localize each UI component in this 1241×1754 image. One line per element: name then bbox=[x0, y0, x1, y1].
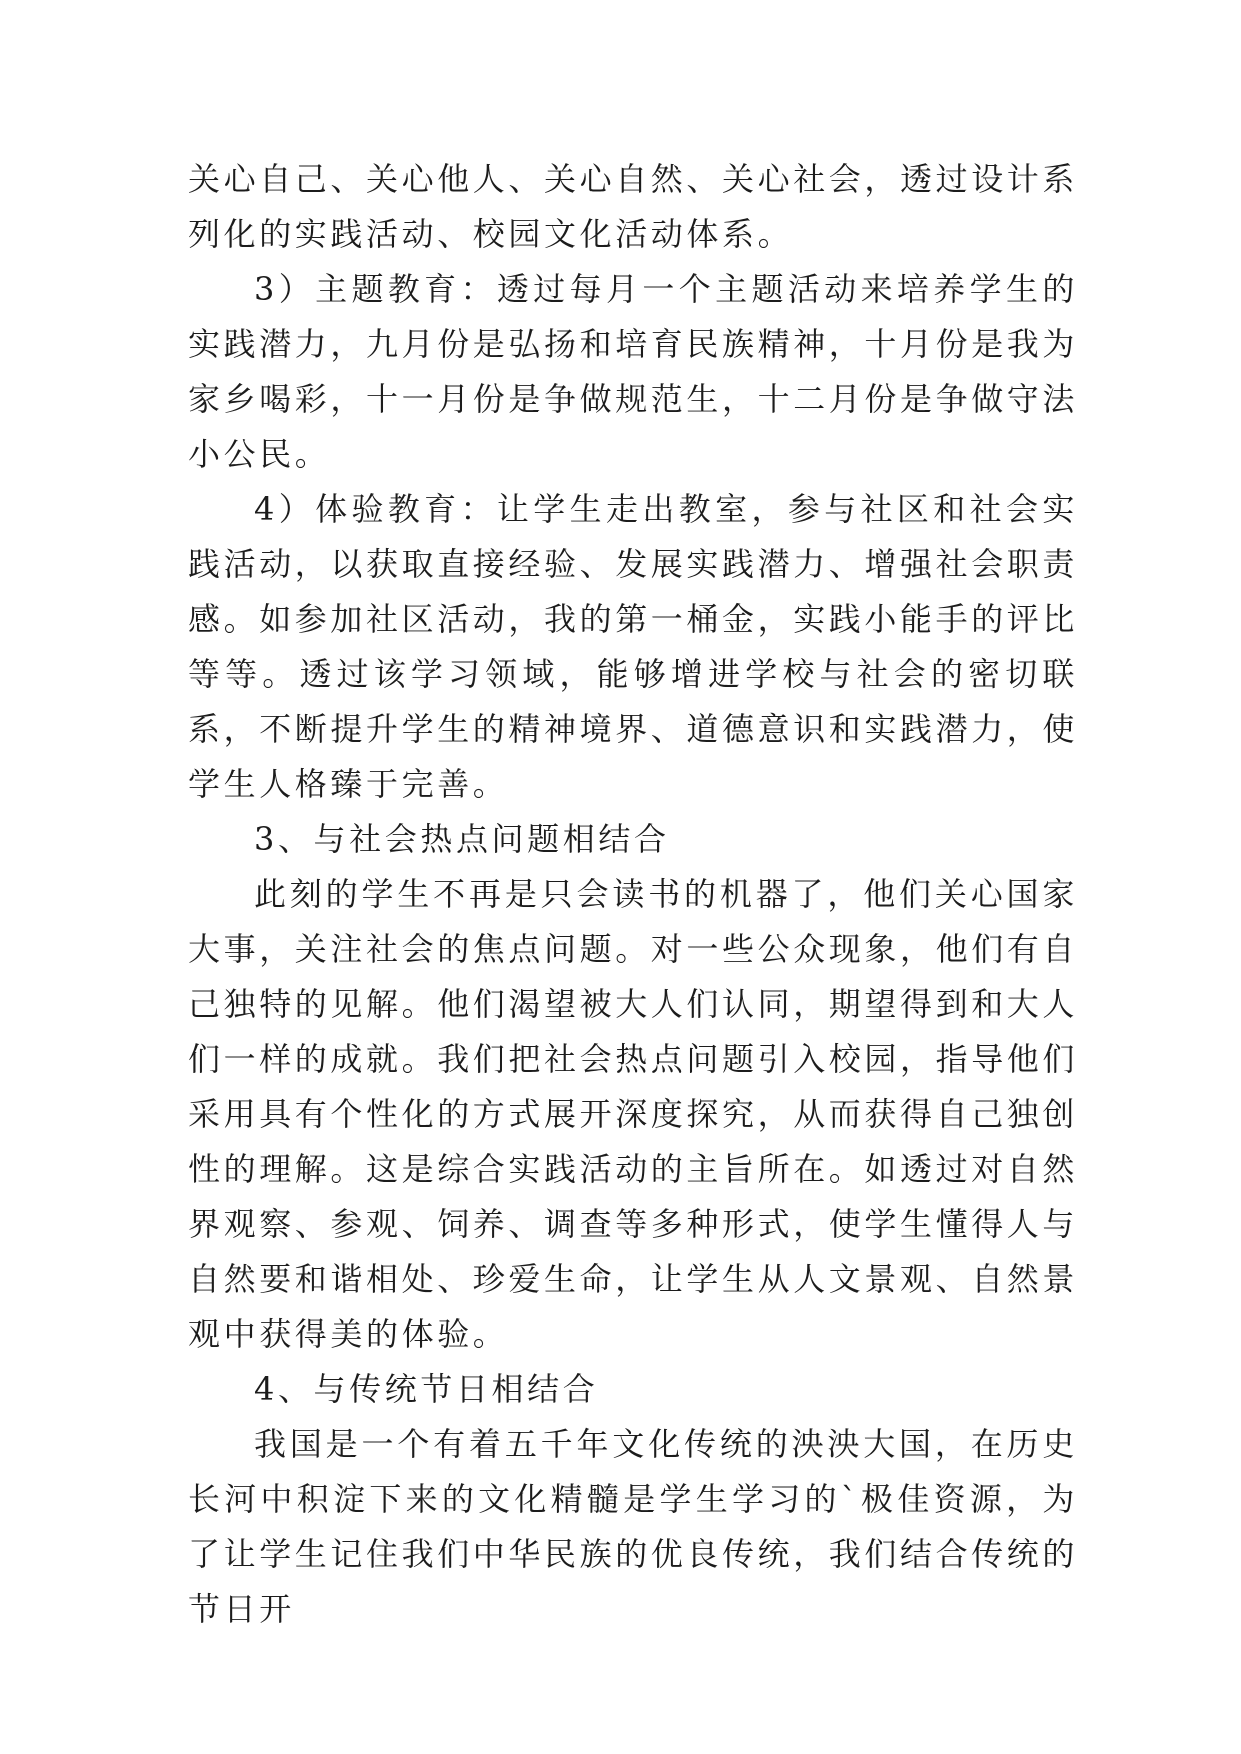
paragraph-social-hotspots: 此刻的学生不再是只会读书的机器了，他们关心国家大事，关注社会的焦点问题。对一些公众现象，他们有自己独特的见解。他们渴望被大人们认同，期望得到和大人们一样的成就。我们把社会热点问题引入校园，指导他们采用具有个性化的方式展开深度探究，从而获得自己独创性的理解。这是综合实践活动的主旨所在。如透过对自然界观察、参观、饲养、调查等多种形式，使学生懂得人与自然要和谐相处、珍爱生命，让学生从人文景观、自然景观中获得美的体验。 bbox=[188, 875, 1079, 1353]
section-heading-traditional-festivals: 4、与传统节日相结合 bbox=[254, 1370, 599, 1408]
paragraph-theme-education: 3）主题教育：透过每月一个主题活动来培养学生的实践潜力，九月份是弘扬和培育民族精神，十月份是我为家乡喝彩，十一月份是争做规范生，十二月份是争做守法小公民。 bbox=[188, 270, 1079, 473]
paragraph-continuation: 关心自己、关心他人、关心自然、关心社会，透过设计系列化的实践活动、校园文化活动体系。 bbox=[188, 160, 1079, 253]
paragraph-experience-education: 4）体验教育：让学生走出教室，参与社区和社会实践活动，以获取直接经验、发展实践潜力、增强社会职责感。如参加社区活动，我的第一桶金，实践小能手的评比等等。透过该学习领域，能够增进学校与社会的密切联系，不断提升学生的精神境界、道德意识和实践潜力，使学生人格臻于完善。 bbox=[188, 490, 1079, 803]
paragraph-traditional-festivals: 我国是一个有着五千年文化传统的泱泱大国，在历史长河中积淀下来的文化精髓是学生学习的`极佳资源，为了让学生记住我们中华民族的优良传统，我们结合传统的节日开 bbox=[188, 1425, 1079, 1628]
section-heading-social-hotspots: 3、与社会热点问题相结合 bbox=[254, 820, 670, 858]
document-body bbox=[188, 152, 1078, 1637]
